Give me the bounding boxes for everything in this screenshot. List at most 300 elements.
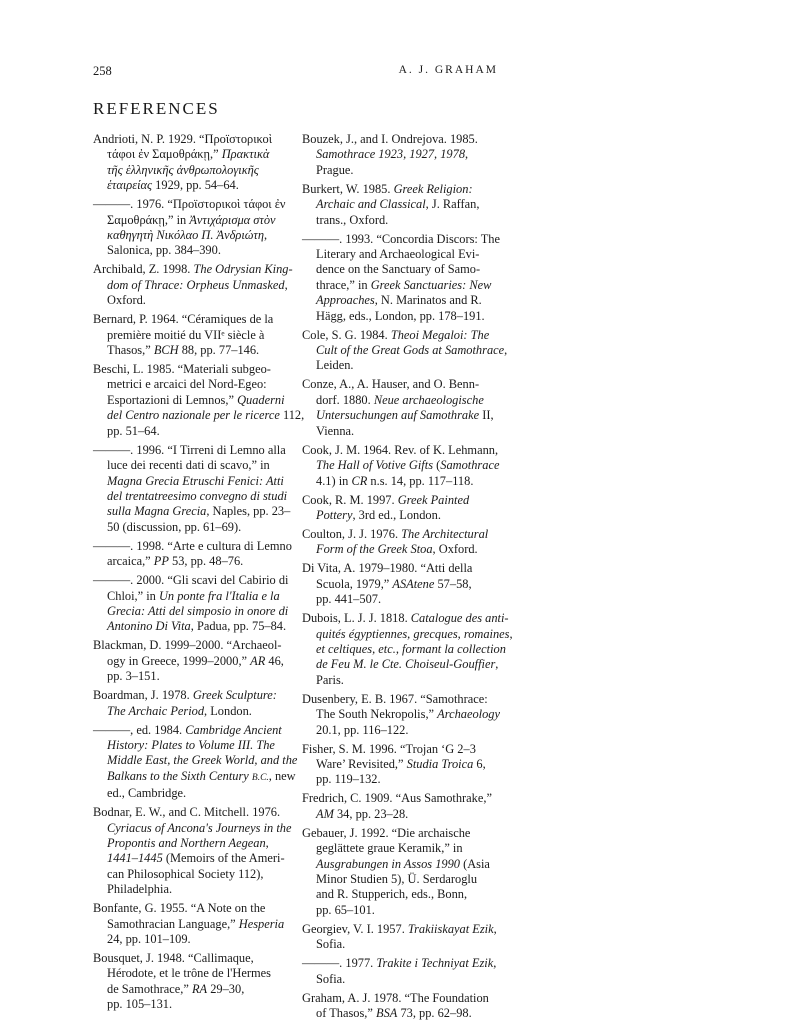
reference-title-text: Studia Troica xyxy=(406,756,474,771)
reference-entry xyxy=(93,197,289,259)
reference-title-text: BSA xyxy=(376,1006,398,1021)
reference-text: ———. 1998. “Arte e cultura di Lemno xyxy=(93,538,292,553)
reference-line xyxy=(302,424,498,439)
reference-text: Hägg, eds., London, pp. 178–191. xyxy=(316,308,485,323)
reference-line xyxy=(93,786,289,801)
reference-title-text: Ἀντιχάρισμα στὸν xyxy=(189,212,276,227)
reference-title-text: Hesperia xyxy=(238,916,285,931)
reference-line xyxy=(93,132,289,147)
reference-title-text: Greek Sanctuaries: New xyxy=(370,277,492,292)
reference-line xyxy=(302,757,498,772)
reference-text: 112, xyxy=(279,408,305,423)
reference-line xyxy=(302,377,498,392)
reference-title-text: Approaches xyxy=(316,293,375,308)
reference-text: Literary and Archaeological Evi- xyxy=(316,247,480,262)
reference-text: and R. Stupperich, eds., Bonn, xyxy=(316,887,468,902)
reference-text: , J. Raffan, xyxy=(425,197,480,212)
reference-text: ———. 1993. “Concordia Discors: The xyxy=(302,231,500,246)
reference-text: , Oxford. xyxy=(432,542,478,557)
reference-title-text: quités égyptiennes, grecques, romaines, xyxy=(316,626,513,641)
reference-entry xyxy=(93,132,289,194)
reference-line xyxy=(302,232,498,247)
reference-line xyxy=(302,956,498,971)
reference-title-text: The Hall of Votive Gifts xyxy=(316,458,434,473)
reference-title-text: Pottery xyxy=(316,507,353,522)
reference-entry xyxy=(93,573,289,635)
reference-entry xyxy=(302,327,508,374)
reference-line xyxy=(302,723,498,738)
reference-line xyxy=(93,768,296,786)
reference-line xyxy=(302,309,498,324)
reference-text: metrici e arcaici del Nord-Egeo: xyxy=(107,377,267,392)
reference-text: can Philosophical Society 112), xyxy=(107,866,264,881)
reference-line xyxy=(302,147,498,162)
reference-text: pp. 119–132. xyxy=(316,772,381,787)
reference-title-text: dom of Thrace: Orpheus Unmasked xyxy=(107,277,285,292)
reference-title-text: PP xyxy=(153,554,169,569)
reference-line xyxy=(302,887,498,902)
reference-line xyxy=(93,951,289,966)
reference-entry xyxy=(302,232,498,324)
reference-text: pp. 51–64. xyxy=(107,423,160,438)
reference-text: Coulton, J. J. 1976. xyxy=(302,526,402,541)
reference-line xyxy=(302,707,498,722)
reference-text: 46, xyxy=(265,653,284,668)
reference-text: de Samothrace,” xyxy=(107,981,192,996)
reference-text: ———. 1996. “I Tirreni di Lemno alla xyxy=(93,442,286,457)
reference-title-text: Un ponte fra l'Italia e la xyxy=(158,588,280,603)
references-column-left xyxy=(93,132,305,1016)
reference-line xyxy=(93,377,289,392)
reference-line xyxy=(302,328,498,343)
reference-line xyxy=(93,997,289,1012)
reference-title-text: Greek Religion: xyxy=(393,181,473,196)
running-head: A. J. GRAHAM xyxy=(398,64,498,76)
reference-text: ogy in Greece, 1999–2000,” xyxy=(107,653,251,668)
reference-line xyxy=(93,851,289,866)
reference-line xyxy=(93,262,293,277)
reference-title-text: καθηγητὴ Νικόλαο Π. Ἀνδριώτη xyxy=(107,228,264,243)
reference-line xyxy=(302,592,498,607)
reference-line xyxy=(93,228,289,243)
reference-line xyxy=(93,901,289,916)
reference-line xyxy=(93,504,289,519)
reference-line xyxy=(93,982,289,997)
reference-line xyxy=(93,738,289,753)
reference-entry xyxy=(93,951,289,1013)
reference-line xyxy=(302,408,498,423)
reference-text: Philadelphia. xyxy=(107,882,173,897)
reference-text: Oxford. xyxy=(107,293,146,308)
reference-text: 29–30, xyxy=(207,981,245,996)
reference-title-text: The Architectural xyxy=(401,526,489,541)
reference-title-text: Antonino Di Vita xyxy=(107,619,191,634)
reference-line xyxy=(302,458,498,473)
reference-text: 34, pp. 23–28. xyxy=(333,806,409,821)
reference-line xyxy=(93,638,289,653)
reference-title-text: τῆς ἑλληνικῆς ἀνθρωπολογικῆς xyxy=(107,162,259,177)
reference-title-text: Grecia: Atti del simposio in onore di xyxy=(107,603,289,618)
reference-text: Dubois, L. J. J. 1818. xyxy=(302,611,411,626)
reference-line xyxy=(93,867,289,882)
reference-line xyxy=(93,362,289,377)
references-column-right xyxy=(302,132,513,1025)
reference-line xyxy=(93,243,289,258)
reference-line xyxy=(302,474,498,489)
reference-text: , xyxy=(504,343,508,358)
reference-line xyxy=(93,293,289,308)
reference-text: 88, pp. 77–146. xyxy=(178,343,260,358)
reference-text: ———, ed. 1984. xyxy=(93,722,186,737)
reference-line xyxy=(93,474,289,489)
reference-text: Di Vita, A. 1979–1980. “Atti della xyxy=(302,561,473,576)
reference-entry xyxy=(93,362,305,439)
reference-text: Beschi, L. 1985. “Materiali subgeo- xyxy=(93,362,271,377)
reference-text: 20.1, pp. 116–122. xyxy=(316,722,409,737)
reference-line xyxy=(302,1006,498,1021)
reference-line xyxy=(93,917,289,932)
reference-line xyxy=(302,791,498,806)
reference-text: pp. 105–131. xyxy=(107,997,173,1012)
reference-text: dence on the Sanctuary of Samo- xyxy=(316,262,481,277)
reference-line xyxy=(302,213,498,228)
reference-entry xyxy=(93,722,298,802)
reference-text: Cook, R. M. 1997. xyxy=(302,492,398,507)
reference-line xyxy=(302,611,509,626)
reference-title-text: Greek Painted xyxy=(397,492,470,507)
reference-line xyxy=(302,247,498,262)
reference-line xyxy=(302,343,508,358)
reference-text: , London. xyxy=(204,703,252,718)
reference-text: 53, pp. 48–76. xyxy=(168,554,244,569)
reference-title-text: AR xyxy=(250,653,266,668)
reference-line xyxy=(302,561,498,576)
reference-line xyxy=(302,577,498,592)
reference-line xyxy=(302,991,498,1006)
reference-line xyxy=(93,278,289,293)
reference-text: arcaica,” xyxy=(107,554,154,569)
reference-line xyxy=(93,520,289,535)
reference-line xyxy=(302,542,498,557)
reference-line xyxy=(93,805,289,820)
reference-entry xyxy=(93,901,289,947)
reference-line xyxy=(302,278,498,293)
reference-entry xyxy=(302,561,498,607)
reference-text: ———. 1977. xyxy=(302,956,377,971)
reference-text: luce dei recenti dati di scavo,” in xyxy=(107,458,270,473)
reference-title-text: del Centro nazionale per le ricerce xyxy=(107,408,280,423)
reference-text: Sofia. xyxy=(316,937,346,952)
reference-text: II, xyxy=(479,408,494,423)
reference-entry xyxy=(302,991,498,1022)
reference-text: Ware’ Revisited,” xyxy=(316,756,407,771)
section-title: REFERENCES xyxy=(93,99,220,118)
reference-line xyxy=(302,626,513,642)
reference-line xyxy=(302,641,506,657)
reference-text: 1929, pp. 54–64. xyxy=(152,178,239,193)
reference-line xyxy=(302,163,498,178)
reference-line xyxy=(302,872,498,887)
reference-line xyxy=(302,673,498,688)
reference-line xyxy=(93,619,289,634)
reference-line xyxy=(93,328,289,343)
reference-text: Thasos,” xyxy=(107,343,154,358)
reference-line xyxy=(93,573,289,588)
reference-line xyxy=(93,836,289,851)
reference-line xyxy=(93,178,289,193)
reference-text: pp. 65–101. xyxy=(316,902,375,917)
reference-title-text: Neue archaeologische xyxy=(373,392,484,407)
reference-line xyxy=(93,393,289,408)
reference-text: Burkert, W. 1985. xyxy=(302,181,394,196)
reference-line xyxy=(93,343,289,358)
reference-entry xyxy=(93,262,293,308)
reference-text: Scuola, 1979,” xyxy=(316,576,393,591)
reference-line xyxy=(302,262,498,277)
reference-text: geglättete graue Keramik,” in xyxy=(316,841,463,856)
reference-text: Andrioti, N. P. 1929. “Προϊστορικοὶ xyxy=(93,132,273,146)
reference-title-text: The Odrysian King- xyxy=(193,262,293,277)
reference-title-text: del trentatreesimo convegno di studi xyxy=(107,488,288,503)
reference-line xyxy=(302,508,498,523)
reference-text: trans., Oxford. xyxy=(316,212,389,227)
reference-line xyxy=(302,657,498,672)
reference-text: Conze, A., A. Hauser, and O. Benn- xyxy=(302,377,480,392)
reference-entry xyxy=(302,443,498,489)
reference-text: Blackman, D. 1999–2000. “Archaeol- xyxy=(93,638,282,653)
reference-entry xyxy=(93,638,289,684)
reference-entry xyxy=(302,377,498,439)
reference-entry xyxy=(302,922,498,953)
reference-text: , xyxy=(284,277,288,292)
reference-title-text: History: Plates to Volume III. The xyxy=(107,737,275,752)
reference-title-text: Samothrace 1923, 1927, 1978 xyxy=(316,147,466,162)
reference-title-text: Trakiiskayat Ezik xyxy=(407,921,494,936)
reference-title-text: 1441–1445 xyxy=(107,851,163,866)
reference-text: , 3rd ed., London. xyxy=(352,507,441,522)
reference-text: Paris. xyxy=(316,672,344,687)
reference-text: Fredrich, C. 1909. “Aus Samothrake,” xyxy=(302,791,492,806)
reference-text: dorf. 1880. xyxy=(316,392,374,407)
reference-line xyxy=(302,493,498,508)
reference-title-text: Propontis and Northern Aegean, xyxy=(107,836,269,850)
reference-text: Gebauer, J. 1992. “Die archaische xyxy=(302,825,471,840)
reference-line xyxy=(93,424,289,439)
reference-text: ———. 1976. “Προϊστορικοὶ τάφοι ἐν xyxy=(93,197,286,212)
reference-title-text: et celtiques, etc., formant la collection xyxy=(316,641,506,656)
reference-text: 24, pp. 101–109. xyxy=(107,932,191,947)
reference-title-text: ἑταιρείας xyxy=(107,178,153,193)
reference-title-text: Cambridge Ancient xyxy=(185,722,282,737)
reference-line xyxy=(302,197,498,212)
reference-line xyxy=(302,857,498,872)
reference-line xyxy=(302,443,498,458)
reference-line xyxy=(302,358,498,373)
reference-line xyxy=(93,723,289,738)
reference-title-text: Archaeology xyxy=(437,707,500,722)
reference-text: Archibald, Z. 1998. xyxy=(93,262,194,277)
reference-line xyxy=(93,704,289,719)
reference-text: 4.1) in xyxy=(316,473,352,488)
reference-line xyxy=(302,972,498,987)
reference-title-text: Ausgrabungen in Assos 1990 xyxy=(316,856,460,871)
reference-text: Samothracian Language,” xyxy=(107,916,239,931)
reference-text: 57–58, xyxy=(434,576,472,591)
reference-title-text: Middle East, the Greek World, and the xyxy=(107,753,298,768)
reference-text: pp. 3–151. xyxy=(107,669,160,684)
reference-text: Vienna. xyxy=(316,423,355,438)
reference-line xyxy=(302,182,498,197)
reference-title-text: Archaic and Classical xyxy=(316,197,426,212)
reference-title-text: Form of the Greek Stoa xyxy=(316,542,433,557)
reference-line xyxy=(302,937,498,952)
reference-text: Fisher, S. M. 1996. “Trojan ‘G 2–3 xyxy=(302,741,476,756)
reference-line xyxy=(302,132,498,147)
reference-text: 6, xyxy=(473,756,486,771)
reference-text: τάφοι ἐν Σαμοθράκῃ,” xyxy=(107,147,222,162)
reference-line xyxy=(93,654,289,669)
reference-line xyxy=(93,408,305,423)
reference-text: Cook, J. M. 1964. Rev. of K. Lehmann, xyxy=(302,442,499,457)
reference-title-text: Cult of the Great Gods at Samothrace xyxy=(316,343,505,358)
reference-line xyxy=(93,443,289,458)
reference-text: ed., Cambridge. xyxy=(107,786,187,801)
reference-text: Prague. xyxy=(316,162,354,177)
reference-line xyxy=(93,163,289,178)
reference-title-text: ASAtene xyxy=(392,576,435,591)
reference-line xyxy=(93,589,289,604)
reference-text: of Thasos,” xyxy=(316,1006,376,1021)
reference-line xyxy=(302,903,498,918)
page-number: 258 xyxy=(93,64,112,78)
reference-text: Georgiev, V. I. 1957. xyxy=(302,921,408,936)
reference-line xyxy=(302,841,498,856)
reference-entry xyxy=(302,182,498,228)
reference-text: , xyxy=(495,657,499,672)
reference-entry xyxy=(93,805,292,897)
reference-text: ( xyxy=(433,458,441,473)
reference-title-text: Catalogue des anti- xyxy=(410,611,509,626)
reference-entry xyxy=(302,132,498,178)
reference-text: pp. 441–507. xyxy=(316,592,382,607)
reference-text: Σαμοθράκῃ,” in xyxy=(107,212,190,227)
reference-text: Boardman, J. 1978. xyxy=(93,688,193,703)
reference-title-text: Theoi Megaloi: The xyxy=(390,327,490,342)
reference-line xyxy=(93,538,292,554)
reference-line xyxy=(302,293,498,308)
reference-line xyxy=(93,197,289,212)
reference-text: thrace,” in xyxy=(316,277,371,292)
reference-title-text: CR xyxy=(351,473,368,488)
reference-title-text: RA xyxy=(191,981,208,996)
reference-title-text: Magna Grecia Etruschi Fenici: Atti xyxy=(107,473,284,488)
reference-text: Bernard, P. 1964. “Céramiques de la xyxy=(93,312,274,327)
reference-text: , xyxy=(493,956,497,971)
reference-text: , N. Marinatos and R. xyxy=(374,293,482,308)
reference-text: , new xyxy=(268,768,296,783)
reference-line xyxy=(93,688,289,703)
reference-text: n.s. 14, pp. 117–118. xyxy=(367,473,474,488)
reference-text: Hérodote, et le trône de l'Hermes xyxy=(107,966,271,981)
reference-text: ———. 2000. “Gli scavi del Cabirio di xyxy=(93,573,289,588)
reference-text: Leiden. xyxy=(316,358,354,373)
reference-line xyxy=(93,458,289,473)
reference-text: (Asia xyxy=(460,856,490,871)
reference-title-text: BCH xyxy=(153,343,179,358)
reference-entry xyxy=(302,611,513,688)
reference-text: , xyxy=(264,228,268,243)
reference-title-text: Balkans to the Sixth Century xyxy=(107,768,252,783)
reference-text: Sofia. xyxy=(316,971,346,986)
reference-entry xyxy=(93,688,289,719)
reference-text: Cole, S. G. 1984. xyxy=(302,327,391,342)
reference-text: (Memoirs of the Ameri- xyxy=(162,851,285,866)
reference-text: Bonfante, G. 1955. “A Note on the xyxy=(93,901,266,916)
reference-line xyxy=(93,147,289,162)
reference-entry xyxy=(302,692,498,738)
reference-line xyxy=(302,527,498,542)
reference-text: 50 (discussion, pp. 61–69). xyxy=(107,519,242,534)
reference-title-text: Untersuchungen auf Samothrake xyxy=(316,408,480,423)
reference-line xyxy=(93,489,289,504)
reference-text: , Padua, pp. 75–84. xyxy=(190,619,287,634)
reference-line xyxy=(93,312,289,327)
reference-text: première moitié du VIIᵉ siècle à xyxy=(107,327,265,342)
reference-line xyxy=(302,826,498,841)
reference-text: Salonica, pp. 384–390. xyxy=(107,243,221,258)
reference-line xyxy=(302,807,498,822)
reference-text: Bodnar, E. W., and C. Mitchell. 1976. xyxy=(93,805,281,820)
reference-text: , xyxy=(465,147,469,162)
reference-entry xyxy=(93,538,292,570)
reference-entry xyxy=(302,956,498,987)
reference-text: Dusenbery, E. B. 1967. “Samothrace: xyxy=(302,691,488,706)
reference-line xyxy=(302,692,498,707)
reference-line xyxy=(93,604,289,619)
reference-line xyxy=(93,882,289,897)
reference-line xyxy=(302,772,498,787)
reference-entry xyxy=(93,443,289,535)
reference-line xyxy=(93,753,298,768)
reference-text: Bouzek, J., and I. Ondrejova. 1985. xyxy=(302,132,478,146)
reference-line xyxy=(302,742,498,757)
reference-entry xyxy=(302,493,498,524)
reference-title-text: Greek Sculpture: xyxy=(192,688,277,703)
reference-entry xyxy=(302,791,498,822)
reference-entry xyxy=(302,527,498,558)
reference-title-text: Trakite i Techniyat Ezik xyxy=(376,956,494,971)
reference-text: Chloi,” in xyxy=(107,588,159,603)
reference-text: 73, pp. 62–98. xyxy=(397,1006,472,1021)
reference-title-text: The Archaic Period xyxy=(107,703,205,718)
reference-line xyxy=(302,393,498,408)
reference-line xyxy=(93,932,289,947)
reference-text: Minor Studien 5), Ü. Serdaroglu xyxy=(316,872,478,886)
reference-line xyxy=(93,554,289,569)
reference-line xyxy=(93,966,289,981)
reference-text: , Naples, pp. 23– xyxy=(206,504,291,519)
reference-title-text: de Feu M. le Cte. Choiseul-Gouffier xyxy=(316,657,496,672)
reference-title-text: Samothrace xyxy=(440,458,500,473)
reference-title-text: Cyriacus of Ancona's Journeys in the xyxy=(107,820,292,835)
reference-line xyxy=(93,213,289,228)
reference-entry xyxy=(302,826,498,918)
reference-title-text: AM xyxy=(316,806,334,821)
reference-text: Esportazioni di Lemnos,” xyxy=(107,392,238,407)
reference-line xyxy=(93,669,289,684)
reference-text: Graham, A. J. 1978. “The Foundation xyxy=(302,990,489,1005)
reference-title-text: Quaderni xyxy=(237,392,285,407)
